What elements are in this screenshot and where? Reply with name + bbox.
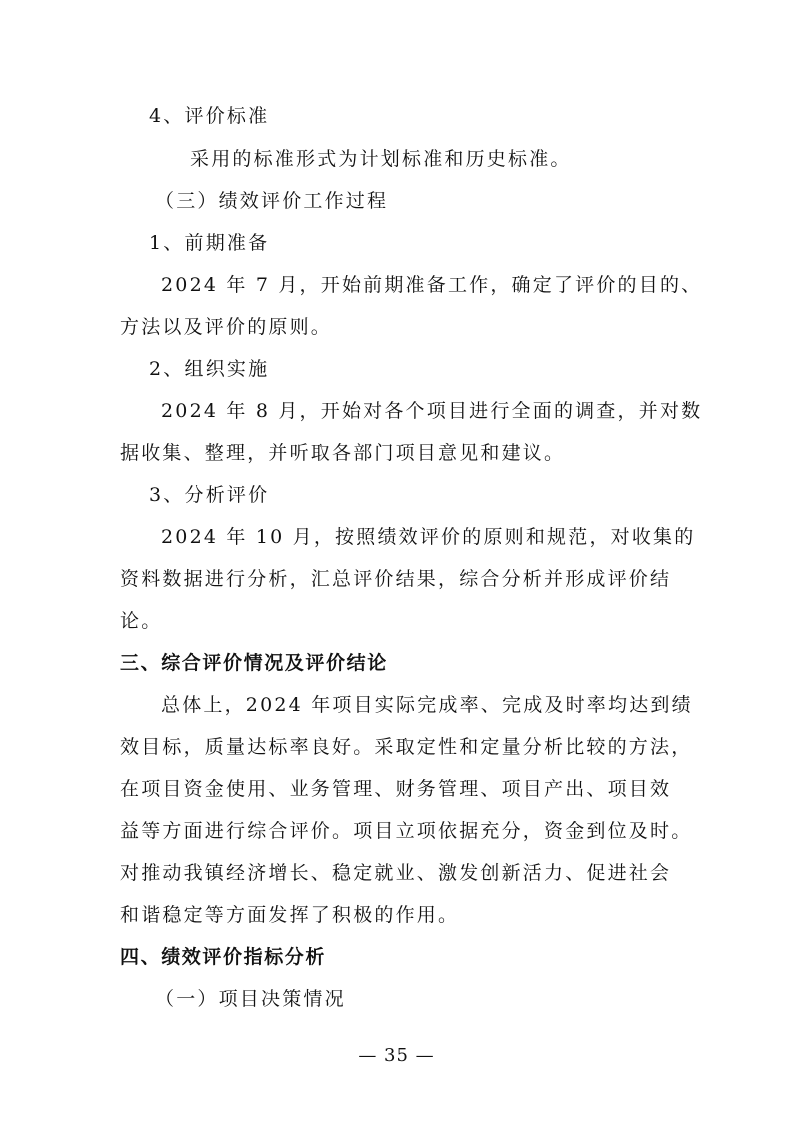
paragraph-overall-line4: 益等方面进行综合评价。项目立项依据充分，资金到位及时。	[120, 820, 693, 842]
heading-evaluation-standard: 4、评价标准	[149, 105, 270, 127]
paragraph-overall-line3: 在项目资金使用、业务管理、财务管理、项目产出、项目效	[120, 778, 672, 800]
paragraph-implementation-line2: 据收集、整理，并听取各部门项目意见和建议。	[120, 442, 566, 464]
paragraph-analysis-line3: 论。	[120, 610, 163, 632]
heading-project-decision: （一）项目决策情况	[155, 988, 346, 1010]
paragraph-analysis-line1: 2024 年 10 月，按照绩效评价的原则和规范，对收集的	[161, 526, 696, 548]
paragraph-implementation-line1: 2024 年 8 月，开始对各个项目进行全面的调查，并对数	[161, 400, 703, 422]
paragraph-preparation-line1: 2024 年 7 月，开始前期准备工作，确定了评价的目的、	[161, 274, 703, 296]
paragraph-overall-line2: 效目标，质量达标率良好。采取定性和定量分析比较的方法，	[120, 736, 693, 758]
heading-evaluation-process: （三）绩效评价工作过程	[155, 190, 389, 212]
paragraph-preparation-line2: 方法以及评价的原则。	[120, 316, 333, 338]
paragraph-overall-line5: 对推动我镇经济增长、稳定就业、激发创新活力、促进社会	[120, 862, 672, 884]
section-heading-overall-evaluation: 三、综合评价情况及评价结论	[120, 652, 388, 674]
section-heading-indicator-analysis: 四、绩效评价指标分析	[120, 946, 327, 968]
paragraph-overall-line1: 总体上，2024 年项目实际完成率、完成及时率均达到绩	[161, 694, 693, 716]
heading-implementation: 2、组织实施	[149, 358, 270, 380]
page-number: — 35 —	[358, 1045, 435, 1066]
paragraph-standard-form: 采用的标准形式为计划标准和历史标准。	[190, 148, 572, 170]
paragraph-analysis-line2: 资料数据进行分析，汇总评价结果，综合分析并形成评价结	[120, 568, 672, 590]
paragraph-overall-line6: 和谐稳定等方面发挥了积极的作用。	[120, 904, 460, 926]
heading-preparation: 1、前期准备	[149, 232, 270, 254]
heading-analysis: 3、分析评价	[149, 484, 270, 506]
